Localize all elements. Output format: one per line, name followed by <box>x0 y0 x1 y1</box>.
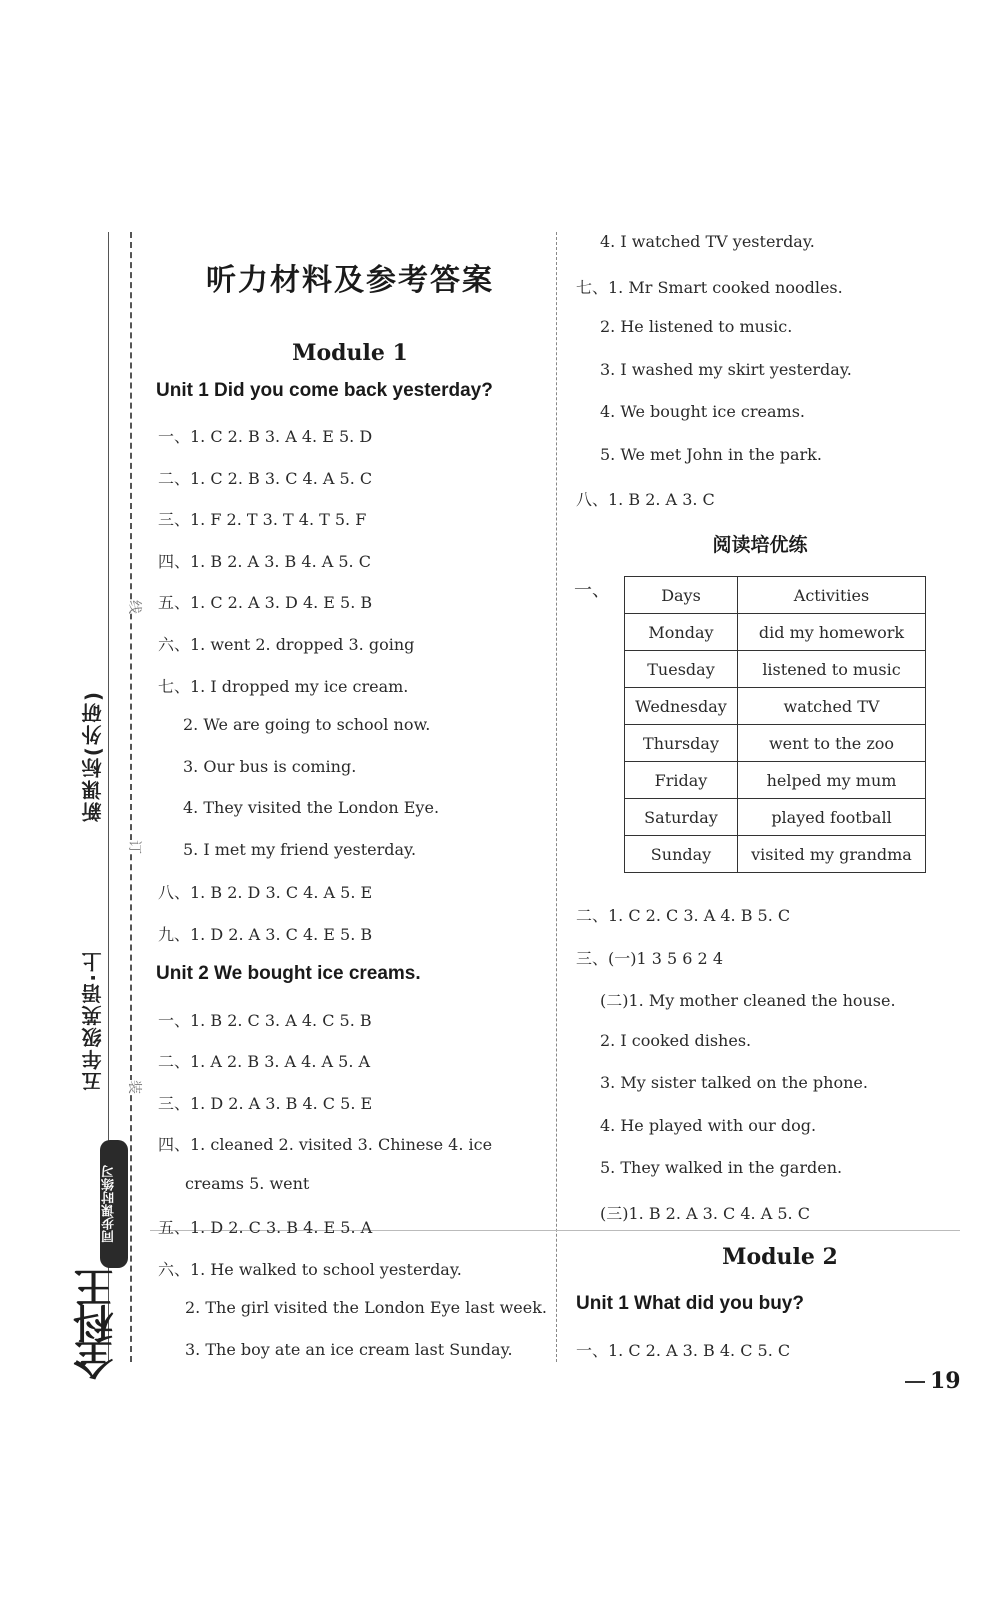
answer-line: 四、1. cleaned 2. visited 3. Chinese 4. ice <box>158 1135 493 1154</box>
answer-line: 二、1. C 2. B 3. C 4. A 5. C <box>158 469 373 488</box>
answer-line: 3. My sister talked on the phone. <box>600 1073 868 1092</box>
spine-grade: 五年级英语·上 <box>81 950 105 1092</box>
days-activities-table <box>624 576 926 873</box>
answer-line: 四、1. B 2. A 3. B 4. A 5. C <box>158 552 371 571</box>
table-section-label: 一、 <box>574 580 610 601</box>
table-cell: Thursday <box>625 725 738 762</box>
answer-line: 五、1. D 2. C 3. B 4. E 5. A <box>158 1218 373 1237</box>
reading-practice-heading: 阅读培优练 <box>712 534 808 556</box>
answer-line: 三、(一)1 3 5 6 2 4 <box>576 949 723 968</box>
answer-line: 六、1. went 2. dropped 3. going <box>158 635 415 654</box>
bind-mark-line: 线 <box>123 600 147 614</box>
answer-line: 七、1. I dropped my ice cream. <box>158 677 409 696</box>
answer-line: 3. Our bus is coming. <box>183 757 357 776</box>
answer-line: 一、1. C 2. B 3. A 4. E 5. D <box>158 427 373 446</box>
table-row <box>625 688 926 725</box>
bind-mark-bind: 装 <box>123 1080 147 1094</box>
answer-line: (二)1. My mother cleaned the house. <box>600 991 896 1010</box>
table-cell: Saturday <box>625 799 738 836</box>
page-number: 19 <box>930 1368 961 1394</box>
table-row <box>625 651 926 688</box>
table-cell: went to the zoo <box>738 725 926 762</box>
table-row <box>625 725 926 762</box>
answer-line: 二、1. C 2. C 3. A 4. B 5. C <box>576 906 791 925</box>
answer-line: (三)1. B 2. A 3. C 4. A 5. C <box>600 1204 810 1223</box>
bind-mark-staple: 订 <box>123 840 147 854</box>
module-2-heading: Module 2 <box>722 1244 838 1270</box>
answer-line: 5. I met my friend yesterday. <box>183 840 417 859</box>
table-row <box>625 799 926 836</box>
answer-line: 一、1. C 2. A 3. B 4. C 5. C <box>576 1341 791 1360</box>
page-number-dash <box>905 1381 925 1383</box>
table-cell: helped my mum <box>738 762 926 799</box>
answer-line: 五、1. C 2. A 3. D 4. E 5. B <box>158 593 373 612</box>
answer-line: 九、1. D 2. A 3. C 4. E 5. B <box>158 925 373 944</box>
binding-dashed-line <box>130 232 132 1362</box>
column-divider <box>556 232 557 1362</box>
table-cell: Tuesday <box>625 651 738 688</box>
answer-line: creams 5. went <box>185 1174 310 1193</box>
unit-2-heading: Unit 2 We bought ice creams. <box>156 963 421 984</box>
table-cell: Friday <box>625 762 738 799</box>
answer-line: 3. I washed my skirt yesterday. <box>600 360 852 379</box>
table-cell: Monday <box>625 614 738 651</box>
table-row <box>625 836 926 873</box>
answer-line: 5. We met John in the park. <box>600 445 822 464</box>
brand-logo: 全科王 <box>73 1272 120 1380</box>
table-row <box>625 614 926 651</box>
answer-line: 一、1. B 2. C 3. A 4. C 5. B <box>158 1011 372 1030</box>
table-row <box>625 577 926 614</box>
spine-edition: 新课标(外研) <box>81 690 105 823</box>
page-title: 听力材料及参考答案 <box>206 263 494 298</box>
answer-line: 2. The girl visited the London Eye last week. <box>185 1298 547 1317</box>
table-cell: Sunday <box>625 836 738 873</box>
table-cell: played football <box>738 799 926 836</box>
answer-line: 5. They walked in the garden. <box>600 1158 843 1177</box>
table-cell: Days <box>625 577 738 614</box>
answer-line: 2. He listened to music. <box>600 317 793 336</box>
table-cell: Wednesday <box>625 688 738 725</box>
answer-line: 三、1. F 2. T 3. T 4. T 5. F <box>158 510 367 529</box>
table-cell: visited my grandma <box>738 836 926 873</box>
answer-line: 2. I cooked dishes. <box>600 1031 752 1050</box>
unit-1-heading: Unit 1 Did you come back yesterday? <box>156 380 493 401</box>
answer-line: 七、1. Mr Smart cooked noodles. <box>576 278 843 297</box>
answer-line: 4. We bought ice creams. <box>600 402 806 421</box>
answer-line: 六、1. He walked to school yesterday. <box>158 1260 462 1279</box>
table-row <box>625 762 926 799</box>
module-2-unit-1-heading: Unit 1 What did you buy? <box>576 1293 804 1314</box>
table-cell: did my homework <box>738 614 926 651</box>
logo-subtitle: 同步课时练习 <box>100 1140 128 1268</box>
answer-line: 4. He played with our dog. <box>600 1116 817 1135</box>
answer-line: 三、1. D 2. A 3. B 4. C 5. E <box>158 1094 373 1113</box>
table-cell: listened to music <box>738 651 926 688</box>
answer-line: 八、1. B 2. D 3. C 4. A 5. E <box>158 883 373 902</box>
table-cell: Activities <box>738 577 926 614</box>
table-cell: watched TV <box>738 688 926 725</box>
answer-line: 4. I watched TV yesterday. <box>600 232 815 251</box>
answer-line: 八、1. B 2. A 3. C <box>576 490 715 509</box>
answer-line: 二、1. A 2. B 3. A 4. A 5. A <box>158 1052 371 1071</box>
answer-line: 4. They visited the London Eye. <box>183 798 440 817</box>
answer-line: 2. We are going to school now. <box>183 715 431 734</box>
answer-line: 3. The boy ate an ice cream last Sunday. <box>185 1340 513 1359</box>
module-1-heading: Module 1 <box>292 340 408 366</box>
